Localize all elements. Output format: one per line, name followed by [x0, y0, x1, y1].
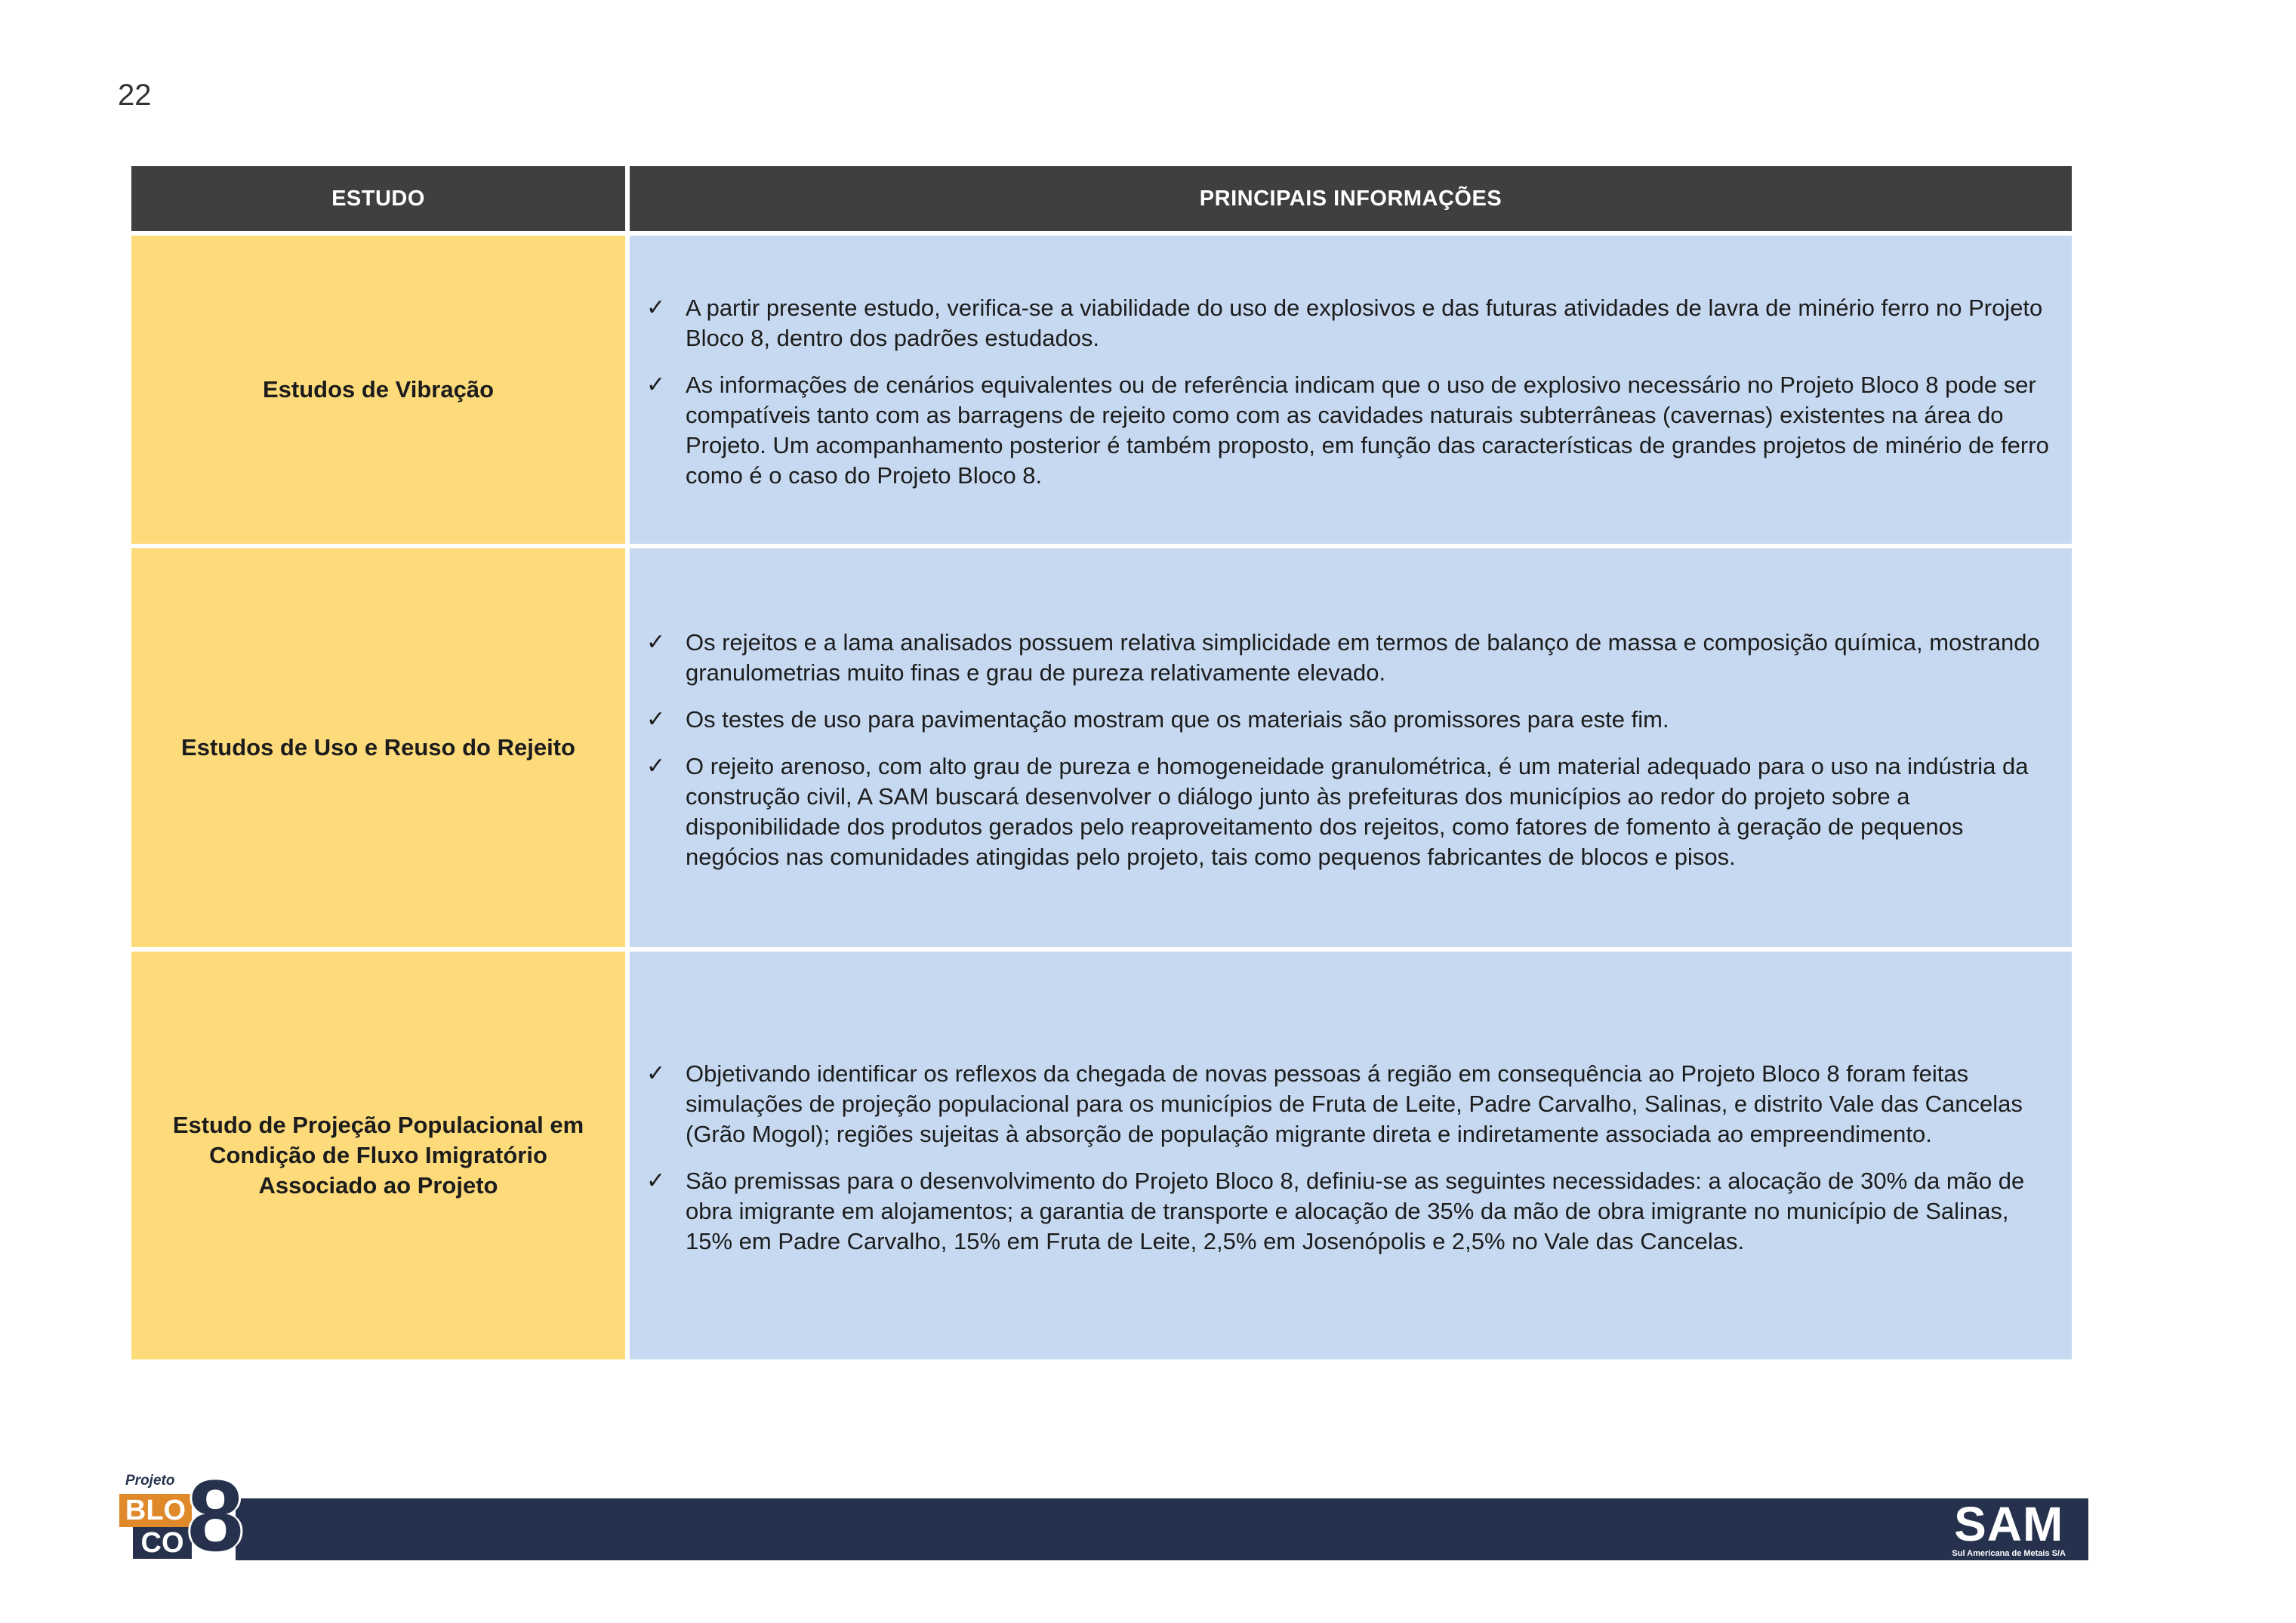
- logo-eight-label: 8: [187, 1460, 244, 1572]
- checkmark-icon: ✓: [646, 372, 666, 397]
- bullet-text: As informações de cenários equivalentes ou de referência indicam que o uso de explosivo necessário no Projeto Bloco 8 pode ser compatíveis tanto com as barragens de rejeito como com as cavidades naturais subterrâneas (cavernas) existentes na área do Projeto. Um acompanhamento posterior é também proposto, em função das características de grandes projetos de minério de ferro como é o caso do Projeto Bloco 8.: [686, 372, 2049, 489]
- bullet-text: O rejeito arenoso, com alto grau de pureza e homogeneidade granulométrica, é um material adequado para o uso na indústria da construção civil, A SAM buscará desenvolver o diálogo junto às prefeituras dos municípios ao redor do projeto sobre a disponibilidade dos produtos gerados pelo reaproveitamento dos rejeitos, como fatores de fomento à geração de pequenos negócios nas comunidades atingidas pelo projeto, tais como pequenos fabricantes de blocos e pisos.: [686, 753, 2029, 870]
- bullet-list: [646, 293, 2061, 491]
- checkmark-icon: ✓: [646, 1168, 666, 1193]
- checkmark-icon: ✓: [646, 707, 666, 732]
- projeto-bloco-8-logo: [118, 1460, 246, 1572]
- list-item: [646, 293, 2061, 353]
- bullet-list: [646, 628, 2061, 872]
- bullet-text: São premissas para o desenvolvimento do Projeto Bloco 8, definiu-se as seguintes necessidades: a alocação de 30% da mão de obra imigrante em alojamentos; a garantia de transporte e alocação de 35% da mão de obra imigrante no município de Salinas, 15% em Padre Carvalho, 15% em Fruta de Leite, 2,5% em Josenópolis e 2,5% no Vale das Cancelas.: [686, 1168, 2025, 1254]
- logo-projeto-label: Projeto: [125, 1473, 175, 1489]
- table-row: [131, 548, 2072, 947]
- checkmark-icon: ✓: [646, 1061, 666, 1086]
- list-item: [646, 751, 2061, 872]
- sam-logo: [1952, 1497, 2066, 1559]
- list-item: [646, 370, 2061, 491]
- logo-co-label: CO: [133, 1527, 192, 1559]
- page-number: 22: [118, 79, 152, 112]
- footer-bar: [236, 1498, 2088, 1560]
- sam-logo-subtitle: Sul Americana de Metais S/A: [1952, 1549, 2066, 1558]
- info-cell: [630, 548, 2072, 947]
- checkmark-icon: ✓: [646, 754, 666, 779]
- bullet-text: Objetivando identificar os reflexos da chegada de novas pessoas á região em consequência ao Projeto Bloco 8 foram feitas simulações de projeção populacional para os municípios de Fruta de Leite, Padre Carvalho, Salinas, e distrito Vale das Cancelas (Grão Mogol); regiões sujeitas à absorção de população migrante direta e indiretamente associada ao empreendimento.: [686, 1060, 2023, 1147]
- info-cell: [630, 952, 2072, 1359]
- checkmark-icon: ✓: [646, 295, 666, 320]
- list-item: [646, 1166, 2061, 1257]
- bullet-list: [646, 1059, 2061, 1257]
- list-item: [646, 705, 2061, 735]
- study-name: Estudos de Uso e Reuso do Rejeito: [131, 548, 625, 947]
- list-item: [646, 1059, 2061, 1149]
- checkmark-icon: ✓: [646, 630, 666, 655]
- header-info: PRINCIPAIS INFORMAÇÕES: [630, 166, 2072, 231]
- header-study: ESTUDO: [131, 166, 625, 231]
- list-item: [646, 628, 2061, 688]
- sam-logo-name: SAM: [1954, 1497, 2064, 1551]
- info-cell: [630, 236, 2072, 544]
- logo-blo-label: BLO: [119, 1494, 192, 1527]
- bullet-text: Os rejeitos e a lama analisados possuem relativa simplicidade em termos de balanço de massa e composição química, mostrando granulometrias muito finas e grau de pureza relativamente elevado.: [686, 629, 2040, 686]
- study-name: Estudos de Vibração: [131, 236, 625, 544]
- study-name: Estudo de Projeção Populacional em Condição de Fluxo Imigratório Associado ao Projeto: [131, 952, 625, 1359]
- bullet-text: Os testes de uso para pavimentação mostram que os materiais são promissores para este fim.: [686, 706, 1669, 733]
- table-row: [131, 952, 2072, 1359]
- table-header-row: [131, 166, 2072, 231]
- table-row: [131, 236, 2072, 544]
- studies-table: [127, 162, 2076, 1364]
- bullet-text: A partir presente estudo, verifica-se a viabilidade do uso de explosivos e das futuras atividades de lavra de minério ferro no Projeto Bloco 8, dentro dos padrões estudados.: [686, 295, 2043, 351]
